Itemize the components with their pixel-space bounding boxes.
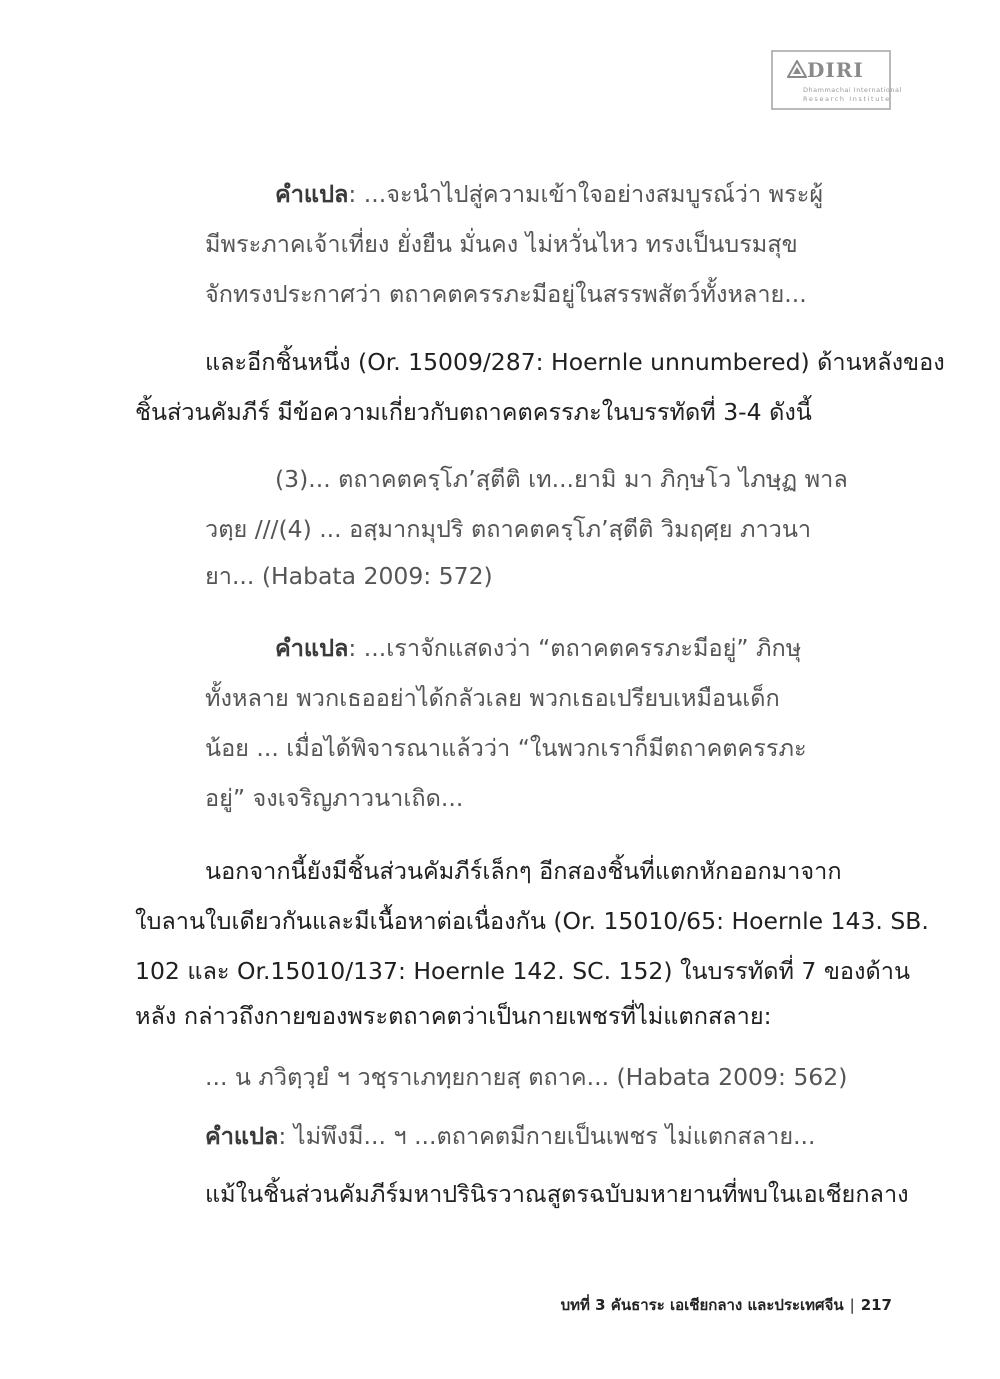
quote-5-line-1: คำแปล: ไม่พึงมี... ฯ ...ตถาคตมีกายเป็นเพชร ไม่แตกสลาย... [205, 1122, 816, 1150]
page-footer [561, 1293, 892, 1317]
quote-3-line-2: ทั้งหลาย พวกเธออย่าได้กลัวเลย พวกเธอเปรียบเหมือนเด็ก [205, 684, 780, 712]
translation-label: คำแปล [205, 1122, 279, 1150]
quote-3-line-3: น้อย ... เมื่อได้พิจารณาแล้วว่า “ในพวกเราก็มีตถาคตครรภะ [205, 734, 807, 762]
quote-2-line-3: ยา... (Habata 2009: 572) [205, 562, 493, 590]
quote-2-line-1: (3)... ตถาคตครฺโภ’สฺตีติ เท...ยามิ มา ภิกฺษโว ไภษฺฏ พาล [275, 465, 848, 493]
translation-label: คำแปล [275, 634, 349, 662]
footer-separator: | [849, 1296, 855, 1314]
paragraph-3-line-1: แม้ในชิ้นส่วนคัมภีร์มหาปรินิรวาณสูตรฉบับมหายานที่พบในเอเชียกลาง [205, 1180, 909, 1208]
quote-2-line-2: วตฺย ///(4) ... อสฺมากมุปริ ตถาคตครฺโภ’สฺตีติ วิมฤศฺย ภาวนา [205, 515, 812, 543]
triangle-logo-icon [787, 60, 807, 78]
paragraph-2-line-4: หลัง กล่าวถึงกายของพระตถาคตว่าเป็นกายเพชรที่ไม่แตกสลาย: [135, 1002, 772, 1030]
quote-3-line-1: คำแปล: ...เราจักแสดงว่า “ตถาคตครรภะมีอยู่” ภิกษุ [275, 634, 802, 662]
page-number: 217 [860, 1296, 892, 1314]
paragraph-2-line-1: นอกจากนี้ยังมีชิ้นส่วนคัมภีร์เล็กๆ อีกสองชิ้นที่แตกหักออกมาจาก [205, 857, 842, 885]
paragraph-1-line-2: ชิ้นส่วนคัมภีร์ มีข้อความเกี่ยวกับตถาคตครรภะในบรรทัดที่ 3-4 ดังนี้ [135, 398, 812, 426]
quote-1-line-1: คำแปล: ...จะนำไปสู่ความเข้าใจอย่างสมบูรณ์ว่า พระผู้ [275, 180, 824, 208]
chapter-title: บทที่ 3 คันธาระ เอเชียกลาง และประเทศจีน [560, 1296, 844, 1314]
diri-logo [771, 50, 902, 110]
quote-1-line-2: มีพระภาคเจ้าเที่ยง ยั่งยืน มั่นคง ไม่หวั่นไหว ทรงเป็นบรมสุข [205, 230, 798, 258]
paragraph-2-line-2: ใบลานใบเดียวกันและมีเนื้อหาต่อเนื่องกัน (Or. 15010/65: Hoernle 143. SB. [135, 907, 929, 935]
logo-line-1: Dhammachai International [803, 86, 902, 94]
paragraph-1-line-1: และอีกชิ้นหนึ่ง (Or. 15009/287: Hoernle unnumbered) ด้านหลังของ [205, 348, 945, 376]
translation-label: คำแปล [275, 180, 349, 208]
logo-abbreviation: DIRI [807, 58, 864, 82]
quote-4-line-1: ... น ภวิตฺวฺยํ ฯ วชฺราเภทฺยกายสฺ ตถาค... (Habata 2009: 562) [205, 1063, 848, 1091]
paragraph-2-line-3: 102 และ Or.15010/137: Hoernle 142. SC. 152) ในบรรทัดที่ 7 ของด้าน [135, 957, 911, 985]
logo-line-2: Research Institute [803, 95, 891, 103]
quote-1-line-3: จักทรงประกาศว่า ตถาคตครรภะมีอยู่ในสรรพสัตว์ทั้งหลาย... [205, 280, 807, 308]
quote-3-line-4: อยู่” จงเจริญภาวนาเถิด... [205, 784, 464, 812]
